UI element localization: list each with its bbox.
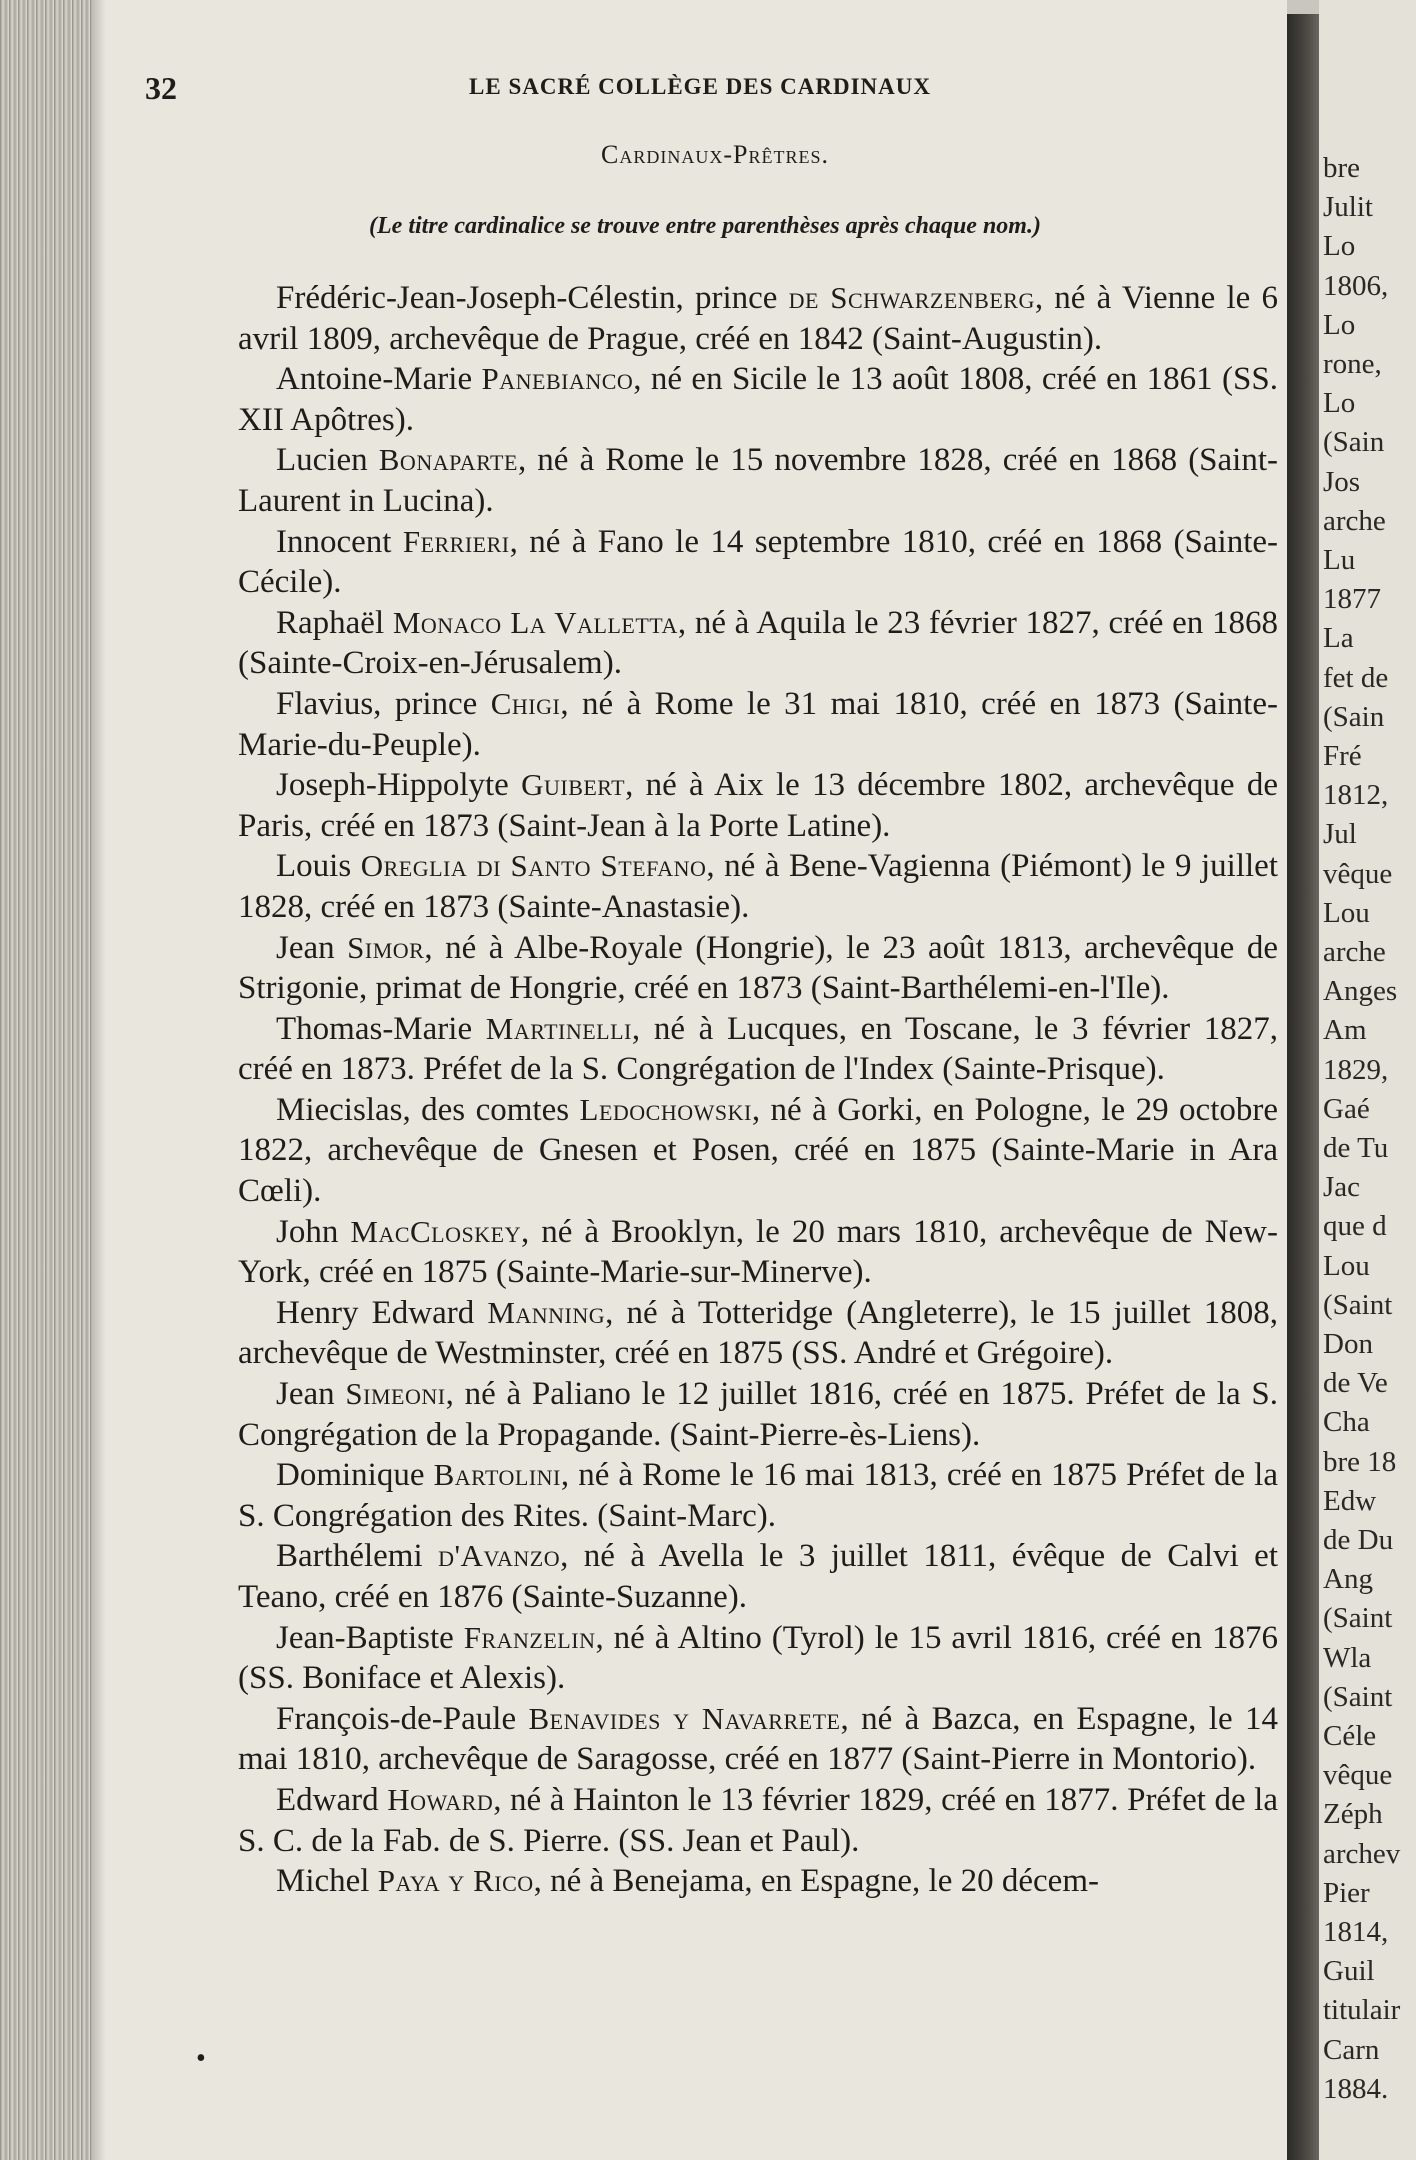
facing-page-line: titulair — [1323, 1994, 1401, 2027]
entry-details: , né à Paliano le 12 juillet 1816, créé en 1875. Préfet de la S. Congrégation de la Propagande. (Saint-Pierre-ès-Liens). — [238, 1376, 1278, 1453]
facing-page-line: vêque — [1323, 857, 1393, 890]
facing-page-line: Don — [1323, 1328, 1373, 1360]
facing-page-line: de Ve — [1323, 1367, 1388, 1400]
entry-surname: d'Avanzo — [438, 1538, 561, 1574]
entry-given-name: Miecislas, des comtes — [276, 1091, 580, 1128]
facing-page-line: Wla — [1323, 1641, 1372, 1674]
entry-given-name: Raphaël — [276, 604, 393, 641]
facing-page-line: bre 18 — [1323, 1445, 1397, 1478]
entry-surname: Benavides y Navarrete — [528, 1700, 841, 1736]
facing-page-line: de Du — [1323, 1524, 1394, 1556]
facing-page-line: Carn — [1323, 2033, 1380, 2066]
cardinal-entry — [238, 1780, 1278, 1861]
cardinal-entry — [238, 928, 1278, 1009]
entry-given-name: Jean — [276, 1376, 346, 1413]
entry-details: , né à Bene-Vagienna (Piémont) le 9 juillet 1828, créé en 1873 (Sainte-Anastasie). — [238, 848, 1278, 925]
entry-given-name: Joseph-Hippolyte — [276, 767, 522, 804]
facing-page-line: Am — [1323, 1014, 1367, 1047]
facing-page-line: Céle — [1323, 1720, 1377, 1752]
entry-given-name: Jean — [276, 929, 348, 966]
cardinal-entry — [238, 1618, 1278, 1699]
facing-page-line: Lo — [1323, 387, 1356, 420]
facing-page-line: Cha — [1323, 1406, 1370, 1439]
facing-page-line: que d — [1323, 1210, 1387, 1243]
facing-page-line: Edw — [1323, 1484, 1377, 1517]
entry-surname: Simor — [347, 929, 425, 965]
facing-page-line: Lo — [1323, 308, 1356, 341]
facing-page-line: Julit — [1323, 191, 1373, 224]
entry-given-name: Lucien — [276, 442, 379, 479]
facing-page-line: Pier — [1323, 1876, 1370, 1909]
entry-details: , né à Totteridge (Angleterre), le 15 juillet 1808, archevêque de Westminster, créé en 1875 (SS. André et Grégoire). — [238, 1294, 1278, 1372]
cardinal-entry — [238, 1374, 1278, 1455]
cardinal-entry — [238, 1212, 1278, 1293]
facing-page-line: 1812, — [1323, 779, 1389, 812]
facing-page-line: Lu — [1323, 544, 1356, 576]
facing-page-line: (Saint — [1323, 1288, 1393, 1321]
entry-surname: Franzelin — [463, 1619, 596, 1655]
entry-details: , né à Vienne le 6 avril 1809, archevêque de Prague, créé en 1842 (Saint-Augustin). — [238, 280, 1278, 357]
entry-surname: Ferrieri — [402, 523, 510, 559]
entry-details: , né à Avella le 3 juillet 1811, évêque de Calvi et Teano, créé en 1876 (Sainte-Suzanne). — [238, 1538, 1278, 1615]
entry-details: , né à Bazca, en Espagne, le 14 mai 1810, archevêque de Saragosse, créé en 1877 (Saint-Pierre in Montorio). — [238, 1700, 1278, 1778]
cardinal-entry — [238, 684, 1278, 765]
entry-given-name: Flavius, prince — [276, 685, 491, 722]
entry-details: , né à Gorki, en Pologne, le 29 octobre 1822, archevêque de Gnesen et Posen, créé en 1875 (Sainte-Marie in Ara Cœli). — [238, 1091, 1278, 1210]
entry-details: , né à Lucques, en Toscane, le 3 février 1827, créé en 1873. Préfet de la S. Congrégation de l'Index (Sainte-Prisque). — [238, 1010, 1278, 1088]
entry-given-name: Barthélemi — [276, 1538, 439, 1575]
facing-page-line: de Tu — [1323, 1132, 1389, 1164]
facing-page-line: Jos — [1323, 465, 1361, 498]
facing-page-line: 1814, — [1323, 1916, 1389, 1948]
entry-surname: MacCloskey — [350, 1213, 521, 1249]
entry-details: , né à Benejama, en Espagne, le 20 décem- — [533, 1863, 1099, 1900]
cardinal-entry — [238, 522, 1278, 603]
entry-details: , né à Altino (Tyrol) le 15 avril 1816, créé en 1876 (SS. Boniface et Alexis). — [238, 1619, 1279, 1697]
facing-page-line: 1877 — [1323, 583, 1381, 616]
facing-page-line: Zéph — [1323, 1798, 1383, 1831]
facing-page-line: bre — [1323, 152, 1361, 184]
entry-details: , né en Sicile le 13 août 1808, créé en 1861 (SS. XII Apôtres). — [238, 361, 1278, 438]
cardinal-entry — [238, 1455, 1278, 1536]
entry-surname: Ledochowski — [579, 1091, 752, 1127]
entry-details: , né à Fano le 14 septembre 1810, créé en 1868 (Sainte-Cécile). — [238, 523, 1278, 601]
facing-page-line: 1884. — [1323, 2072, 1389, 2105]
entry-surname: Chigi — [490, 685, 561, 721]
facing-page-line: Fré — [1323, 740, 1362, 772]
cardinal-entries — [238, 278, 1278, 1902]
running-head — [145, 70, 1175, 110]
facing-page-line: 1829, — [1323, 1053, 1389, 1086]
entry-surname: Oreglia di Santo Stefano — [360, 848, 707, 884]
cardinal-entry — [238, 278, 1278, 359]
entry-given-name: Michel — [276, 1863, 378, 1900]
facing-page-line: (Saint — [1323, 1602, 1393, 1635]
facing-page-line: (Sain — [1323, 426, 1385, 459]
entry-details: , né à Brooklyn, le 20 mars 1810, archevêque de New-York, créé en 1875 (Sainte-Marie-sur-Minerve). — [238, 1213, 1278, 1291]
margin-mark: • — [196, 2043, 206, 2074]
facing-page-line: La — [1323, 622, 1354, 655]
facing-page-line: arche — [1323, 936, 1386, 968]
cardinal-entry — [238, 765, 1278, 846]
entry-details: , né à Aix le 13 décembre 1802, archevêque de Paris, créé en 1873 (Saint-Jean à la Porte Latine). — [238, 767, 1279, 844]
page-number: 32 — [145, 70, 177, 106]
entry-details: , né à Rome le 15 novembre 1828, créé en 1868 (Saint-Laurent in Lucina). — [238, 442, 1279, 519]
cardinal-entry — [238, 1536, 1278, 1617]
cardinal-entry — [238, 846, 1278, 927]
section-note: (Le titre cardinalice se trouve entre parenthèses après chaque nom.) — [369, 213, 1041, 239]
entry-details: , né à Rome le 31 mai 1810, créé en 1873 (Sainte-Marie-du-Peuple). — [238, 685, 1278, 763]
facing-page-line: vêque — [1323, 1759, 1393, 1792]
entry-details: , né à Albe-Royale (Hongrie), le 23 août 1813, archevêque de Strigonie, primat de Hongrie, créé en 1873 (Saint-Barthélemi-en-l'Ile). — [238, 929, 1278, 1007]
facing-page-line: Gaé — [1323, 1092, 1370, 1125]
facing-page-line: rone, — [1323, 348, 1382, 380]
book-gutter — [1287, 14, 1319, 2160]
facing-page — [1319, 0, 1416, 2160]
entry-surname: Manning — [487, 1294, 606, 1330]
entry-given-name: John — [276, 1213, 351, 1250]
entry-surname: Paya y Rico — [377, 1863, 534, 1899]
section-heading: Cardinaux-Prêtres. — [601, 140, 829, 169]
entry-surname: Howard — [387, 1781, 494, 1817]
entry-given-name: Antoine-Marie — [276, 361, 482, 398]
entry-surname: Monaco La Valletta — [392, 604, 678, 640]
entry-surname: Panebianco — [481, 361, 634, 397]
entry-surname: Bonaparte — [378, 442, 518, 478]
cardinal-entry — [238, 359, 1278, 440]
entry-given-name: Henry Edward — [276, 1294, 488, 1331]
facing-page-line: (Saint — [1323, 1680, 1393, 1713]
facing-page-line: Guil — [1323, 1955, 1375, 1988]
entry-surname: Simeoni — [345, 1376, 446, 1412]
cardinal-entry — [238, 440, 1278, 521]
entry-surname: Guibert — [521, 767, 626, 803]
entry-surname: de Schwarzenberg — [788, 280, 1035, 315]
entry-surname: Martinelli — [485, 1010, 632, 1046]
facing-page-line: (Sain — [1323, 700, 1385, 733]
entry-details: , né à Aquila le 23 février 1827, créé en 1868 (Sainte-Croix-en-Jérusalem). — [238, 604, 1278, 682]
page-shadow — [92, 0, 106, 2160]
entry-given-name: Louis — [276, 848, 361, 885]
entry-given-name: Thomas-Marie — [276, 1010, 486, 1047]
facing-page-line: arche — [1323, 504, 1386, 537]
entry-details: , né à Hainton le 13 février 1829, créé en 1877. Préfet de la S. C. de la Fab. de S. Pierre. (SS. Jean et Paul). — [238, 1781, 1278, 1859]
facing-page-line: Ang — [1323, 1563, 1373, 1596]
entry-given-name: Frédéric-Jean-Joseph-Célestin, prince — [276, 280, 789, 316]
entry-given-name: François-de-Paule — [276, 1700, 529, 1737]
facing-page-line: fet de — [1323, 661, 1389, 694]
entry-given-name: Edward — [276, 1781, 388, 1818]
entry-given-name: Dominique — [276, 1457, 434, 1494]
cardinal-entry — [238, 1090, 1278, 1212]
facing-page-line: archev — [1323, 1837, 1401, 1870]
cardinal-entry — [238, 1293, 1278, 1374]
facing-page-line: Anges — [1323, 975, 1398, 1008]
facing-page-line: Jac — [1323, 1171, 1361, 1204]
cardinal-entry — [238, 1699, 1278, 1780]
entry-given-name: Jean-Baptiste — [276, 1619, 464, 1656]
facing-page-line: Lo — [1323, 230, 1356, 263]
entry-details: , né à Rome le 16 mai 1813, créé en 1875 Préfet de la S. Congrégation des Rites. (Saint-Marc). — [238, 1457, 1278, 1534]
entry-given-name: Innocent — [276, 523, 403, 560]
cardinal-entry — [238, 1861, 1278, 1902]
cardinal-entry — [238, 1009, 1278, 1090]
facing-page-line: Lou — [1323, 896, 1370, 929]
entry-surname: Bartolini — [433, 1457, 561, 1493]
book-title: LE SACRÉ COLLÈGE DES CARDINAUX — [469, 74, 931, 99]
facing-page-line: Jul — [1323, 818, 1357, 851]
cardinal-entry — [238, 603, 1278, 684]
facing-page-line: 1806, — [1323, 269, 1389, 302]
facing-page-line: Lou — [1323, 1249, 1370, 1282]
book-edge — [0, 0, 92, 2160]
